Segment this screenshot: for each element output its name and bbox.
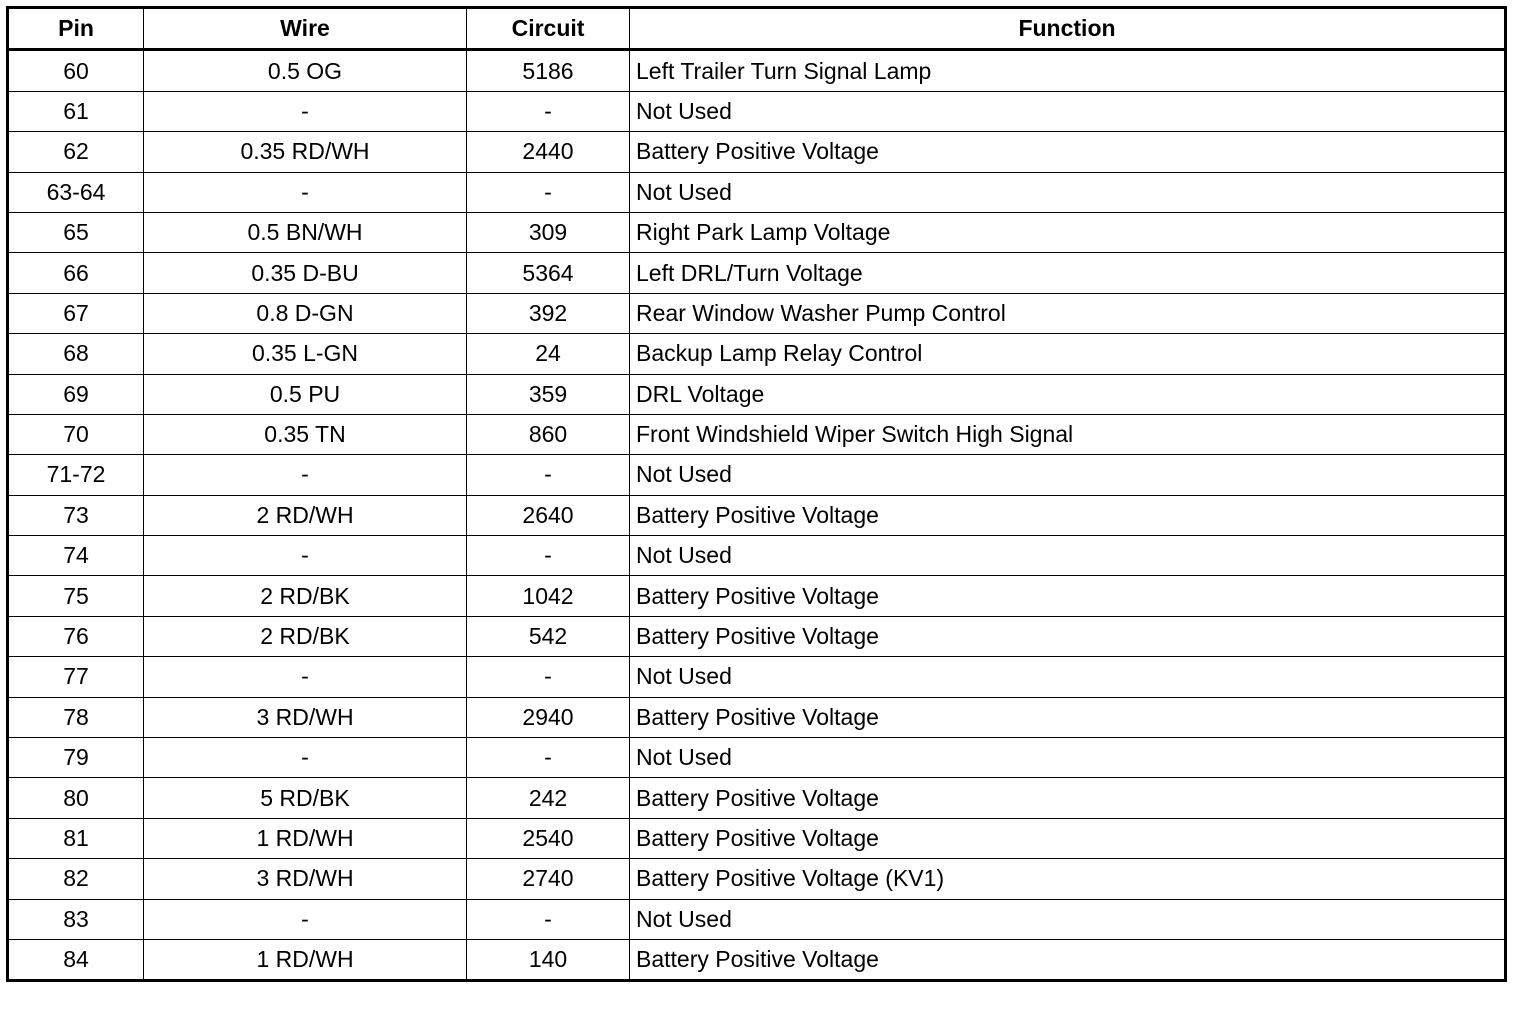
wire-cell: 2 RD/WH <box>144 495 467 535</box>
wire-cell: 3 RD/WH <box>144 859 467 899</box>
pin-cell: 65 <box>8 212 144 252</box>
table-row <box>8 50 1506 91</box>
wire-cell: - <box>144 172 467 212</box>
function-cell: Right Park Lamp Voltage <box>630 212 1506 252</box>
wire-cell: 0.35 D-BU <box>144 253 467 293</box>
function-cell: Battery Positive Voltage <box>630 939 1506 980</box>
wire-cell: - <box>144 738 467 778</box>
pin-cell: 70 <box>8 414 144 454</box>
function-cell: Backup Lamp Relay Control <box>630 334 1506 374</box>
circuit-cell: - <box>467 657 630 697</box>
function-cell: Not Used <box>630 455 1506 495</box>
wire-cell: 2 RD/BK <box>144 576 467 616</box>
pin-cell: 76 <box>8 616 144 656</box>
wire-cell: 0.5 BN/WH <box>144 212 467 252</box>
circuit-cell: - <box>467 738 630 778</box>
pin-cell: 61 <box>8 91 144 131</box>
circuit-cell: 24 <box>467 334 630 374</box>
pin-cell: 66 <box>8 253 144 293</box>
function-cell: Not Used <box>630 657 1506 697</box>
pin-cell: 63-64 <box>8 172 144 212</box>
function-cell: Battery Positive Voltage <box>630 576 1506 616</box>
function-cell: Left DRL/Turn Voltage <box>630 253 1506 293</box>
circuit-cell: 2940 <box>467 697 630 737</box>
wire-cell: 0.35 TN <box>144 414 467 454</box>
header-function: Function <box>630 8 1506 50</box>
circuit-cell: 242 <box>467 778 630 818</box>
pin-cell: 74 <box>8 536 144 576</box>
circuit-cell: 1042 <box>467 576 630 616</box>
circuit-cell: 309 <box>467 212 630 252</box>
function-cell: Battery Positive Voltage <box>630 616 1506 656</box>
function-cell: Not Used <box>630 172 1506 212</box>
table-row <box>8 132 1506 172</box>
function-cell: Left Trailer Turn Signal Lamp <box>630 50 1506 91</box>
circuit-cell: - <box>467 536 630 576</box>
table-row <box>8 697 1506 737</box>
table-row <box>8 172 1506 212</box>
table-header <box>8 8 1506 50</box>
function-cell: Battery Positive Voltage <box>630 132 1506 172</box>
function-cell: Front Windshield Wiper Switch High Signal <box>630 414 1506 454</box>
circuit-cell: 2640 <box>467 495 630 535</box>
table-row <box>8 778 1506 818</box>
wire-cell: 5 RD/BK <box>144 778 467 818</box>
wire-cell: 3 RD/WH <box>144 697 467 737</box>
table-row <box>8 859 1506 899</box>
table-body <box>8 50 1506 981</box>
table-row <box>8 536 1506 576</box>
wire-cell: - <box>144 455 467 495</box>
wire-cell: 2 RD/BK <box>144 616 467 656</box>
wire-cell: - <box>144 899 467 939</box>
pin-cell: 81 <box>8 818 144 858</box>
function-cell: Not Used <box>630 899 1506 939</box>
circuit-cell: 860 <box>467 414 630 454</box>
function-cell: Rear Window Washer Pump Control <box>630 293 1506 333</box>
circuit-cell: 359 <box>467 374 630 414</box>
circuit-cell: 542 <box>467 616 630 656</box>
circuit-cell: 5186 <box>467 50 630 91</box>
wire-cell: 1 RD/WH <box>144 818 467 858</box>
table-row <box>8 818 1506 858</box>
wire-cell: - <box>144 91 467 131</box>
table-row <box>8 657 1506 697</box>
table-row <box>8 495 1506 535</box>
circuit-cell: 2540 <box>467 818 630 858</box>
function-cell: Battery Positive Voltage <box>630 818 1506 858</box>
table-row <box>8 616 1506 656</box>
function-cell: DRL Voltage <box>630 374 1506 414</box>
wire-cell: - <box>144 657 467 697</box>
circuit-cell: 2740 <box>467 859 630 899</box>
circuit-cell: 392 <box>467 293 630 333</box>
function-cell: Battery Positive Voltage (KV1) <box>630 859 1506 899</box>
function-cell: Battery Positive Voltage <box>630 495 1506 535</box>
pin-cell: 79 <box>8 738 144 778</box>
header-pin: Pin <box>8 8 144 50</box>
header-wire: Wire <box>144 8 467 50</box>
pin-cell: 75 <box>8 576 144 616</box>
wire-cell: 0.5 OG <box>144 50 467 91</box>
table-row <box>8 293 1506 333</box>
function-cell: Not Used <box>630 536 1506 576</box>
wire-cell: - <box>144 536 467 576</box>
circuit-cell: 5364 <box>467 253 630 293</box>
circuit-cell: - <box>467 899 630 939</box>
table-row <box>8 455 1506 495</box>
pin-cell: 60 <box>8 50 144 91</box>
table-row <box>8 253 1506 293</box>
wire-cell: 0.5 PU <box>144 374 467 414</box>
pin-cell: 82 <box>8 859 144 899</box>
wire-cell: 0.35 L-GN <box>144 334 467 374</box>
wire-cell: 0.8 D-GN <box>144 293 467 333</box>
pin-cell: 80 <box>8 778 144 818</box>
header-circuit: Circuit <box>467 8 630 50</box>
pin-cell: 71-72 <box>8 455 144 495</box>
pin-cell: 73 <box>8 495 144 535</box>
function-cell: Battery Positive Voltage <box>630 697 1506 737</box>
pin-cell: 67 <box>8 293 144 333</box>
table-row <box>8 576 1506 616</box>
header-row <box>8 8 1506 50</box>
table-row <box>8 899 1506 939</box>
pin-cell: 84 <box>8 939 144 980</box>
pin-cell: 83 <box>8 899 144 939</box>
table-row <box>8 334 1506 374</box>
table-row <box>8 414 1506 454</box>
circuit-cell: - <box>467 91 630 131</box>
table-row <box>8 939 1506 980</box>
pin-cell: 62 <box>8 132 144 172</box>
table-row <box>8 738 1506 778</box>
wire-cell: 0.35 RD/WH <box>144 132 467 172</box>
pin-cell: 78 <box>8 697 144 737</box>
table-row <box>8 91 1506 131</box>
connector-pinout-table <box>6 6 1507 982</box>
circuit-cell: - <box>467 172 630 212</box>
circuit-cell: 140 <box>467 939 630 980</box>
circuit-cell: 2440 <box>467 132 630 172</box>
table-row <box>8 374 1506 414</box>
circuit-cell: - <box>467 455 630 495</box>
pin-cell: 68 <box>8 334 144 374</box>
table-row <box>8 212 1506 252</box>
pin-cell: 77 <box>8 657 144 697</box>
function-cell: Battery Positive Voltage <box>630 778 1506 818</box>
function-cell: Not Used <box>630 738 1506 778</box>
wire-cell: 1 RD/WH <box>144 939 467 980</box>
function-cell: Not Used <box>630 91 1506 131</box>
pin-cell: 69 <box>8 374 144 414</box>
